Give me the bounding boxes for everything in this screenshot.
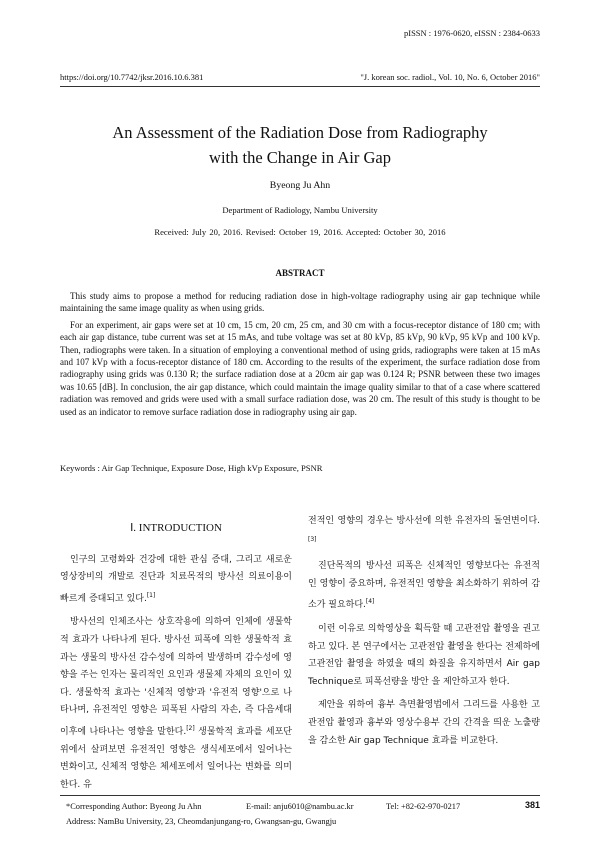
body-column-right bbox=[308, 513, 540, 756]
author-phone: Tel: +82-62-970-0217 bbox=[386, 802, 461, 811]
corresponding-author: *Corresponding Author: Byeong Ju Ahn bbox=[66, 802, 202, 811]
keywords: Keywords : Air Gap Technique, Exposure Dose, High kVp Exposure, PSNR bbox=[60, 463, 323, 473]
author-name: Byeong Ju Ahn bbox=[269, 180, 331, 191]
body-text: 진단목적의 방사선 피폭은 신체적인 영향보다는 유전적인 영향이 중요하며, 유전적인 영향을 최소화하기 위하여 감소가 필요하다. bbox=[308, 561, 540, 611]
paper-title bbox=[60, 120, 540, 170]
submission-dates: Received: July 20, 2016. Revised: October 19, 2016. Accepted: October 30, 2016 bbox=[154, 227, 446, 237]
section-heading-introduction bbox=[60, 520, 292, 538]
body-text: 방사선의 인체조사는 상호작용에 의하여 인체에 생물학적 효과가 나타나게 된다. 방사선 피폭에 의한 생물학적 효과는 생물의 방사선 감수성에 의하여 발생하며 감수성에 영향을 주는 인자는 물리적인 요인과 생물체 자체의 요인이 있다. 생물학적 효과는 '신체적 영향'과 '유전적 영향'으로 나타나며, 유전적인 영향은 피폭된 사람의 자손, 즉 다음세대 이후에 나타나는 영향을 말한다. bbox=[60, 617, 292, 737]
author-address: Address: NamBu University, 23, Cheomdanjungang-ro, Gwangsan-gu, Gwangju bbox=[66, 817, 337, 826]
body-paragraph: 제안을 위하여 흉부 측면촬영법에서 그리드를 사용한 고관전압 촬영과 흉부와 영상수용부 간의 간격을 띄운 노출량을 감소한 Air gap Technique 효과를 비교한다. bbox=[308, 700, 540, 746]
body-text: 전적인 영향의 경우는 방사선에 의한 유전자의 돌연변이다. bbox=[308, 516, 540, 526]
title-line-1: An Assessment of the Radiation Dose from Radiography bbox=[112, 123, 488, 142]
journal-citation: "J. korean soc. radiol., Vol. 10, No. 6, October 2016" bbox=[360, 72, 540, 82]
body-text: 인구의 고령화와 건강에 대한 관심 증대, 그리고 새로운 영상장비의 개발로 진단과 치료목적의 방사선 의료이용이 빠르게 증대되고 있다. bbox=[60, 554, 292, 604]
citation-ref[interactable]: [4] bbox=[365, 598, 375, 606]
citation-ref[interactable]: [1] bbox=[146, 591, 156, 599]
section-title: Ⅰ. INTRODUCTION bbox=[130, 522, 222, 534]
issn-line: pISSN : 1976-0620, eISSN : 2384-0633 bbox=[403, 28, 540, 38]
abstract-heading: ABSTRACT bbox=[275, 268, 325, 278]
doi-link[interactable]: https://doi.org/10.7742/jksr.2016.10.6.381 bbox=[60, 72, 204, 82]
author-affiliation: Department of Radiology, Nambu University bbox=[222, 205, 378, 215]
body-column-left bbox=[60, 520, 292, 800]
body-paragraph: 이런 이유로 의학영상을 획득할 때 고관전압 촬영을 권고하고 있다. 본 연구에서는 고관전압 촬영을 한다는 전제하에 고관전압 촬영을 하였을 때의 화질을 유지하면서 Air gap Technique로 피폭선량을 방안 을 제안하고자 한다. bbox=[308, 623, 540, 687]
citation-ref[interactable]: [3] bbox=[308, 535, 317, 543]
body-paragraph bbox=[60, 614, 292, 794]
abstract-body bbox=[60, 290, 540, 422]
body-paragraph bbox=[308, 513, 540, 552]
abstract-paragraph-1: This study aims to propose a method for reducing radiation dose in high-voltage radiography using air gap technique while maintaining the same image quality as when using grids. bbox=[60, 291, 540, 314]
body-text: 생물학적 효과를 세포단위에서 살펴보면 유전적인 영향은 생식세포에서 일어나는 변화이고, 신체적 영향은 체세포에서 일어나는 변화를 의미한다. 유 bbox=[60, 726, 292, 790]
header-divider bbox=[60, 86, 540, 87]
title-line-2: with the Change in Air Gap bbox=[209, 148, 391, 167]
citation-ref[interactable]: [2] bbox=[186, 724, 195, 732]
body-paragraph bbox=[60, 552, 292, 609]
footer-divider bbox=[60, 795, 540, 796]
page-number: 381 bbox=[524, 800, 540, 810]
abstract-paragraph-2: For an experiment, air gaps were set at 10 cm, 15 cm, 20 cm, 25 cm, and 30 cm with a focus-receptor distance of 180 cm; with each air gap distance, tube current was set at 15 mAs, and tube voltage was set at 80 kVp, 85 kVp, 90 kVp, 95 kVp and 100 kVp. Then, radiographs were taken. In a situation of employing a conventional method of using grids, radiographs were taken at 15 mAs and 107 kVp with a focus-receptor distance of 180 cm. According to the results of the experiment, the surface radiation dose from radiography using grids was 0.130 R; the surface radiation dose at a 20cm air gap was 0.124 R; PSNR between these two images was 10.65 [dB]. In conclusion, the air gap distance, which could maintain the image quality similar to that of a case where scattered radiation was removed and grids were used with a small surface radiation dose, was 20 cm. The result of this study is thought to be used as an indicator to remove surface radiation dose in radiography using air gap. bbox=[60, 319, 540, 417]
body-paragraph bbox=[308, 558, 540, 615]
author-email[interactable]: E-mail: anju6010@nambu.ac.kr bbox=[246, 802, 354, 811]
